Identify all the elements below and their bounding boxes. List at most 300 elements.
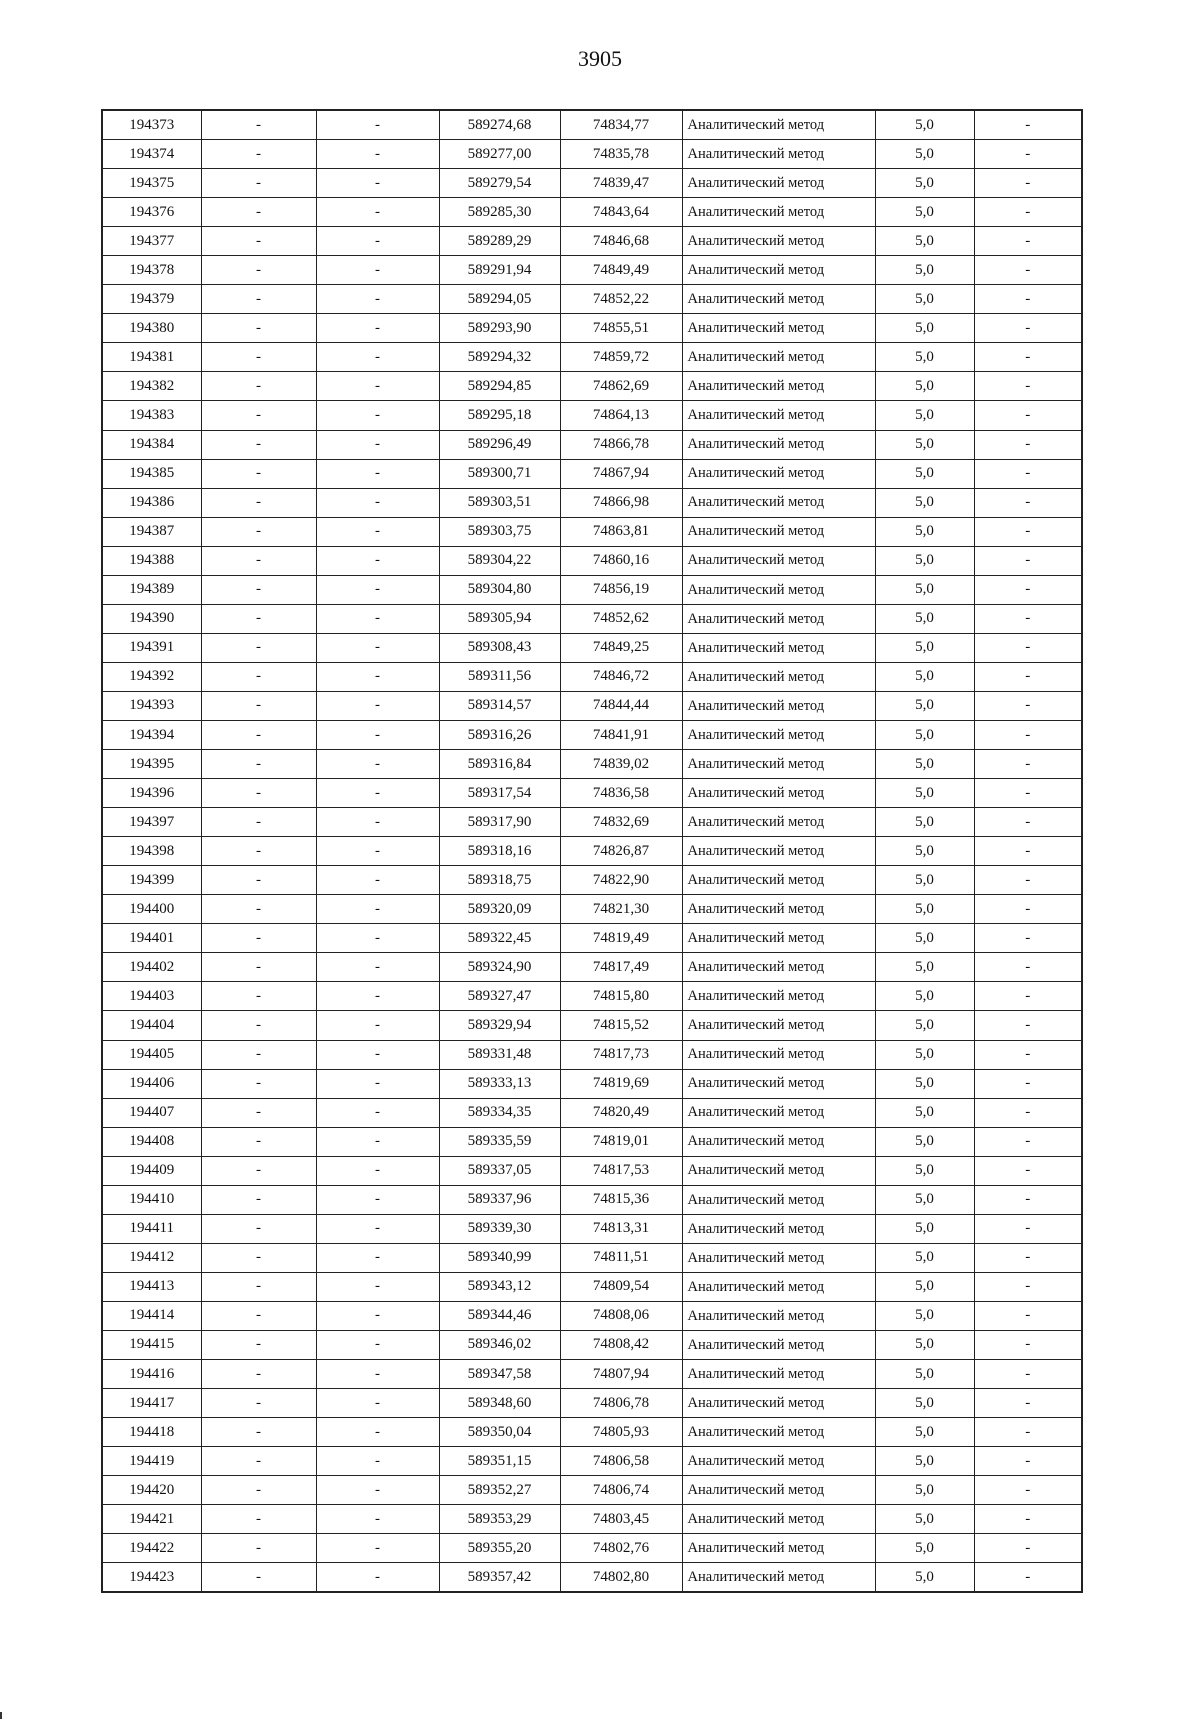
accuracy-cell: 5,0: [875, 546, 974, 575]
table-row: [102, 169, 1082, 198]
x-coordinate-cell: 589357,42: [439, 1563, 560, 1593]
col2-cell: -: [201, 1476, 316, 1505]
col8-cell: -: [974, 1563, 1082, 1593]
col8-cell: -: [974, 895, 1082, 924]
table-row: [102, 343, 1082, 372]
x-coordinate-cell: 589294,85: [439, 372, 560, 401]
point-number-cell: 194412: [102, 1243, 201, 1272]
method-cell: Аналитический метод: [682, 372, 875, 401]
x-coordinate-cell: 589320,09: [439, 895, 560, 924]
table-row: [102, 866, 1082, 895]
col2-cell: -: [201, 1360, 316, 1389]
x-coordinate-cell: 589294,32: [439, 343, 560, 372]
col3-cell: -: [316, 1127, 439, 1156]
method-cell: Аналитический метод: [682, 140, 875, 169]
method-cell: Аналитический метод: [682, 837, 875, 866]
table-row: [102, 256, 1082, 285]
col2-cell: -: [201, 110, 316, 140]
col8-cell: -: [974, 837, 1082, 866]
page-number: 3905: [578, 46, 622, 71]
y-coordinate-cell: 74852,62: [560, 604, 682, 633]
method-cell: Аналитический метод: [682, 459, 875, 488]
col2-cell: -: [201, 1272, 316, 1301]
col3-cell: -: [316, 1330, 439, 1359]
col2-cell: -: [201, 285, 316, 314]
table-body: [102, 110, 1082, 1592]
x-coordinate-cell: 589300,71: [439, 459, 560, 488]
col8-cell: -: [974, 110, 1082, 140]
col2-cell: -: [201, 982, 316, 1011]
x-coordinate-cell: 589343,12: [439, 1272, 560, 1301]
col3-cell: -: [316, 1156, 439, 1185]
point-number-cell: 194411: [102, 1214, 201, 1243]
table-row: [102, 314, 1082, 343]
y-coordinate-cell: 74815,36: [560, 1185, 682, 1214]
accuracy-cell: 5,0: [875, 1156, 974, 1185]
point-number-cell: 194420: [102, 1476, 201, 1505]
x-coordinate-cell: 589344,46: [439, 1301, 560, 1330]
col8-cell: -: [974, 779, 1082, 808]
y-coordinate-cell: 74822,90: [560, 866, 682, 895]
method-cell: Аналитический метод: [682, 256, 875, 285]
col2-cell: -: [201, 140, 316, 169]
col8-cell: -: [974, 720, 1082, 749]
point-number-cell: 194385: [102, 459, 201, 488]
col2-cell: -: [201, 430, 316, 459]
col3-cell: -: [316, 285, 439, 314]
point-number-cell: 194413: [102, 1272, 201, 1301]
col3-cell: -: [316, 1272, 439, 1301]
table-row: [102, 1360, 1082, 1389]
col2-cell: -: [201, 866, 316, 895]
col2-cell: -: [201, 808, 316, 837]
method-cell: Аналитический метод: [682, 1476, 875, 1505]
accuracy-cell: 5,0: [875, 750, 974, 779]
col2-cell: -: [201, 575, 316, 604]
x-coordinate-cell: 589339,30: [439, 1214, 560, 1243]
col8-cell: -: [974, 1185, 1082, 1214]
col2-cell: -: [201, 720, 316, 749]
table-row: [102, 110, 1082, 140]
col3-cell: -: [316, 227, 439, 256]
accuracy-cell: 5,0: [875, 982, 974, 1011]
col3-cell: -: [316, 1389, 439, 1418]
col2-cell: -: [201, 343, 316, 372]
point-number-cell: 194393: [102, 691, 201, 720]
method-cell: Аналитический метод: [682, 808, 875, 837]
col8-cell: -: [974, 1011, 1082, 1040]
x-coordinate-cell: 589303,51: [439, 488, 560, 517]
col3-cell: -: [316, 546, 439, 575]
y-coordinate-cell: 74819,49: [560, 924, 682, 953]
col3-cell: -: [316, 750, 439, 779]
col3-cell: -: [316, 517, 439, 546]
col3-cell: -: [316, 1360, 439, 1389]
x-coordinate-cell: 589314,57: [439, 691, 560, 720]
col3-cell: -: [316, 1505, 439, 1534]
y-coordinate-cell: 74866,98: [560, 488, 682, 517]
x-coordinate-cell: 589333,13: [439, 1069, 560, 1098]
col2-cell: -: [201, 895, 316, 924]
accuracy-cell: 5,0: [875, 169, 974, 198]
x-coordinate-cell: 589334,35: [439, 1098, 560, 1127]
y-coordinate-cell: 74802,80: [560, 1563, 682, 1593]
method-cell: Аналитический метод: [682, 1156, 875, 1185]
col8-cell: -: [974, 1069, 1082, 1098]
table-row: [102, 1098, 1082, 1127]
col8-cell: -: [974, 1476, 1082, 1505]
point-number-cell: 194387: [102, 517, 201, 546]
col3-cell: -: [316, 662, 439, 691]
accuracy-cell: 5,0: [875, 691, 974, 720]
y-coordinate-cell: 74846,68: [560, 227, 682, 256]
point-number-cell: 194419: [102, 1447, 201, 1476]
table-row: [102, 575, 1082, 604]
y-coordinate-cell: 74866,78: [560, 430, 682, 459]
accuracy-cell: 5,0: [875, 1389, 974, 1418]
method-cell: Аналитический метод: [682, 1563, 875, 1593]
table-row: [102, 1185, 1082, 1214]
x-coordinate-cell: 589311,56: [439, 662, 560, 691]
col2-cell: -: [201, 169, 316, 198]
col8-cell: -: [974, 140, 1082, 169]
col8-cell: -: [974, 488, 1082, 517]
col3-cell: -: [316, 256, 439, 285]
y-coordinate-cell: 74817,49: [560, 953, 682, 982]
method-cell: Аналитический метод: [682, 720, 875, 749]
point-number-cell: 194390: [102, 604, 201, 633]
method-cell: Аналитический метод: [682, 169, 875, 198]
y-coordinate-cell: 74806,58: [560, 1447, 682, 1476]
col8-cell: -: [974, 372, 1082, 401]
col8-cell: -: [974, 1301, 1082, 1330]
method-cell: Аналитический метод: [682, 866, 875, 895]
col8-cell: -: [974, 1214, 1082, 1243]
table-row: [102, 1214, 1082, 1243]
col3-cell: -: [316, 633, 439, 662]
col3-cell: -: [316, 401, 439, 430]
point-number-cell: 194410: [102, 1185, 201, 1214]
table-row: [102, 1563, 1082, 1593]
accuracy-cell: 5,0: [875, 1040, 974, 1069]
point-number-cell: 194391: [102, 633, 201, 662]
col3-cell: -: [316, 459, 439, 488]
method-cell: Аналитический метод: [682, 285, 875, 314]
method-cell: Аналитический метод: [682, 1301, 875, 1330]
col2-cell: -: [201, 1563, 316, 1593]
x-coordinate-cell: 589285,30: [439, 198, 560, 227]
col3-cell: -: [316, 198, 439, 227]
method-cell: Аналитический метод: [682, 1447, 875, 1476]
x-coordinate-cell: 589295,18: [439, 401, 560, 430]
method-cell: Аналитический метод: [682, 1272, 875, 1301]
col2-cell: -: [201, 1040, 316, 1069]
point-number-cell: 194407: [102, 1098, 201, 1127]
point-number-cell: 194392: [102, 662, 201, 691]
col8-cell: -: [974, 459, 1082, 488]
method-cell: Аналитический метод: [682, 401, 875, 430]
point-number-cell: 194397: [102, 808, 201, 837]
col3-cell: -: [316, 343, 439, 372]
x-coordinate-cell: 589327,47: [439, 982, 560, 1011]
accuracy-cell: 5,0: [875, 1418, 974, 1447]
col3-cell: -: [316, 1418, 439, 1447]
scan-edge-mark: [0, 1712, 2, 1719]
x-coordinate-cell: 589337,96: [439, 1185, 560, 1214]
col3-cell: -: [316, 604, 439, 633]
method-cell: Аналитический метод: [682, 953, 875, 982]
y-coordinate-cell: 74864,13: [560, 401, 682, 430]
col2-cell: -: [201, 517, 316, 546]
col2-cell: -: [201, 227, 316, 256]
col8-cell: -: [974, 1156, 1082, 1185]
col8-cell: -: [974, 1418, 1082, 1447]
method-cell: Аналитический метод: [682, 1098, 875, 1127]
col3-cell: -: [316, 1447, 439, 1476]
col8-cell: -: [974, 575, 1082, 604]
col2-cell: -: [201, 924, 316, 953]
y-coordinate-cell: 74849,25: [560, 633, 682, 662]
point-number-cell: 194388: [102, 546, 201, 575]
accuracy-cell: 5,0: [875, 866, 974, 895]
x-coordinate-cell: 589347,58: [439, 1360, 560, 1389]
y-coordinate-cell: 74820,49: [560, 1098, 682, 1127]
y-coordinate-cell: 74806,74: [560, 1476, 682, 1505]
y-coordinate-cell: 74819,69: [560, 1069, 682, 1098]
x-coordinate-cell: 589305,94: [439, 604, 560, 633]
accuracy-cell: 5,0: [875, 140, 974, 169]
method-cell: Аналитический метод: [682, 343, 875, 372]
x-coordinate-cell: 589318,16: [439, 837, 560, 866]
x-coordinate-cell: 589352,27: [439, 1476, 560, 1505]
accuracy-cell: 5,0: [875, 256, 974, 285]
table-row: [102, 227, 1082, 256]
accuracy-cell: 5,0: [875, 1243, 974, 1272]
accuracy-cell: 5,0: [875, 779, 974, 808]
col2-cell: -: [201, 1185, 316, 1214]
col8-cell: -: [974, 227, 1082, 256]
x-coordinate-cell: 589351,15: [439, 1447, 560, 1476]
col8-cell: -: [974, 662, 1082, 691]
table-row: [102, 1069, 1082, 1098]
col2-cell: -: [201, 779, 316, 808]
col3-cell: -: [316, 1185, 439, 1214]
method-cell: Аналитический метод: [682, 1243, 875, 1272]
col3-cell: -: [316, 140, 439, 169]
method-cell: Аналитический метод: [682, 633, 875, 662]
table-row: [102, 808, 1082, 837]
point-number-cell: 194382: [102, 372, 201, 401]
col3-cell: -: [316, 1563, 439, 1593]
y-coordinate-cell: 74836,58: [560, 779, 682, 808]
x-coordinate-cell: 589304,80: [439, 575, 560, 604]
method-cell: Аналитический метод: [682, 1011, 875, 1040]
col2-cell: -: [201, 1127, 316, 1156]
y-coordinate-cell: 74817,53: [560, 1156, 682, 1185]
col3-cell: -: [316, 895, 439, 924]
accuracy-cell: 5,0: [875, 110, 974, 140]
col2-cell: -: [201, 662, 316, 691]
col3-cell: -: [316, 1301, 439, 1330]
accuracy-cell: 5,0: [875, 1476, 974, 1505]
table-row: [102, 1418, 1082, 1447]
col3-cell: -: [316, 110, 439, 140]
accuracy-cell: 5,0: [875, 662, 974, 691]
table-row: [102, 604, 1082, 633]
table-row: [102, 1330, 1082, 1359]
col8-cell: -: [974, 314, 1082, 343]
accuracy-cell: 5,0: [875, 1505, 974, 1534]
col2-cell: -: [201, 1069, 316, 1098]
table-row: [102, 924, 1082, 953]
accuracy-cell: 5,0: [875, 1098, 974, 1127]
y-coordinate-cell: 74844,44: [560, 691, 682, 720]
col3-cell: -: [316, 1214, 439, 1243]
col3-cell: -: [316, 808, 439, 837]
col8-cell: -: [974, 1330, 1082, 1359]
col8-cell: -: [974, 546, 1082, 575]
accuracy-cell: 5,0: [875, 372, 974, 401]
table-row: [102, 837, 1082, 866]
y-coordinate-cell: 74839,47: [560, 169, 682, 198]
x-coordinate-cell: 589277,00: [439, 140, 560, 169]
y-coordinate-cell: 74806,78: [560, 1389, 682, 1418]
y-coordinate-cell: 74859,72: [560, 343, 682, 372]
col8-cell: -: [974, 1098, 1082, 1127]
x-coordinate-cell: 589303,75: [439, 517, 560, 546]
col2-cell: -: [201, 1418, 316, 1447]
col8-cell: -: [974, 1243, 1082, 1272]
col3-cell: -: [316, 1040, 439, 1069]
col2-cell: -: [201, 750, 316, 779]
col2-cell: -: [201, 837, 316, 866]
x-coordinate-cell: 589355,20: [439, 1534, 560, 1563]
x-coordinate-cell: 589279,54: [439, 169, 560, 198]
col8-cell: -: [974, 343, 1082, 372]
point-number-cell: 194423: [102, 1563, 201, 1593]
x-coordinate-cell: 589296,49: [439, 430, 560, 459]
method-cell: Аналитический метод: [682, 1389, 875, 1418]
method-cell: Аналитический метод: [682, 517, 875, 546]
method-cell: Аналитический метод: [682, 314, 875, 343]
y-coordinate-cell: 74815,80: [560, 982, 682, 1011]
col3-cell: -: [316, 1011, 439, 1040]
col2-cell: -: [201, 401, 316, 430]
col3-cell: -: [316, 924, 439, 953]
col8-cell: -: [974, 517, 1082, 546]
x-coordinate-cell: 589294,05: [439, 285, 560, 314]
accuracy-cell: 5,0: [875, 459, 974, 488]
table-row: [102, 953, 1082, 982]
col2-cell: -: [201, 691, 316, 720]
method-cell: Аналитический метод: [682, 982, 875, 1011]
accuracy-cell: 5,0: [875, 227, 974, 256]
point-number-cell: 194377: [102, 227, 201, 256]
col2-cell: -: [201, 1156, 316, 1185]
point-number-cell: 194374: [102, 140, 201, 169]
accuracy-cell: 5,0: [875, 1301, 974, 1330]
col2-cell: -: [201, 1301, 316, 1330]
y-coordinate-cell: 74807,94: [560, 1360, 682, 1389]
x-coordinate-cell: 589317,90: [439, 808, 560, 837]
col8-cell: -: [974, 1505, 1082, 1534]
y-coordinate-cell: 74809,54: [560, 1272, 682, 1301]
table-row: [102, 1301, 1082, 1330]
accuracy-cell: 5,0: [875, 401, 974, 430]
point-number-cell: 194398: [102, 837, 201, 866]
col8-cell: -: [974, 924, 1082, 953]
x-coordinate-cell: 589317,54: [439, 779, 560, 808]
point-number-cell: 194418: [102, 1418, 201, 1447]
y-coordinate-cell: 74815,52: [560, 1011, 682, 1040]
y-coordinate-cell: 74802,76: [560, 1534, 682, 1563]
y-coordinate-cell: 74813,31: [560, 1214, 682, 1243]
col2-cell: -: [201, 1534, 316, 1563]
col2-cell: -: [201, 604, 316, 633]
y-coordinate-cell: 74817,73: [560, 1040, 682, 1069]
method-cell: Аналитический метод: [682, 1127, 875, 1156]
col8-cell: -: [974, 1360, 1082, 1389]
col8-cell: -: [974, 1447, 1082, 1476]
method-cell: Аналитический метод: [682, 488, 875, 517]
accuracy-cell: 5,0: [875, 808, 974, 837]
method-cell: Аналитический метод: [682, 110, 875, 140]
y-coordinate-cell: 74855,51: [560, 314, 682, 343]
y-coordinate-cell: 74832,69: [560, 808, 682, 837]
col8-cell: -: [974, 953, 1082, 982]
accuracy-cell: 5,0: [875, 633, 974, 662]
y-coordinate-cell: 74867,94: [560, 459, 682, 488]
col8-cell: -: [974, 1040, 1082, 1069]
table-row: [102, 750, 1082, 779]
col3-cell: -: [316, 314, 439, 343]
accuracy-cell: 5,0: [875, 575, 974, 604]
col2-cell: -: [201, 314, 316, 343]
col3-cell: -: [316, 866, 439, 895]
y-coordinate-cell: 74860,16: [560, 546, 682, 575]
col3-cell: -: [316, 982, 439, 1011]
method-cell: Аналитический метод: [682, 575, 875, 604]
x-coordinate-cell: 589318,75: [439, 866, 560, 895]
y-coordinate-cell: 74803,45: [560, 1505, 682, 1534]
point-number-cell: 194404: [102, 1011, 201, 1040]
x-coordinate-cell: 589346,02: [439, 1330, 560, 1359]
table-row: [102, 982, 1082, 1011]
table-row: [102, 1127, 1082, 1156]
table-row: [102, 140, 1082, 169]
col2-cell: -: [201, 1011, 316, 1040]
accuracy-cell: 5,0: [875, 720, 974, 749]
x-coordinate-cell: 589304,22: [439, 546, 560, 575]
point-number-cell: 194376: [102, 198, 201, 227]
accuracy-cell: 5,0: [875, 1272, 974, 1301]
col3-cell: -: [316, 372, 439, 401]
table-row: [102, 517, 1082, 546]
point-number-cell: 194381: [102, 343, 201, 372]
point-number-cell: 194414: [102, 1301, 201, 1330]
y-coordinate-cell: 74862,69: [560, 372, 682, 401]
x-coordinate-cell: 589337,05: [439, 1156, 560, 1185]
table-row: [102, 1011, 1082, 1040]
y-coordinate-cell: 74841,91: [560, 720, 682, 749]
table-row: [102, 691, 1082, 720]
x-coordinate-cell: 589274,68: [439, 110, 560, 140]
accuracy-cell: 5,0: [875, 517, 974, 546]
x-coordinate-cell: 589331,48: [439, 1040, 560, 1069]
col2-cell: -: [201, 1447, 316, 1476]
col2-cell: -: [201, 633, 316, 662]
point-number-cell: 194384: [102, 430, 201, 459]
